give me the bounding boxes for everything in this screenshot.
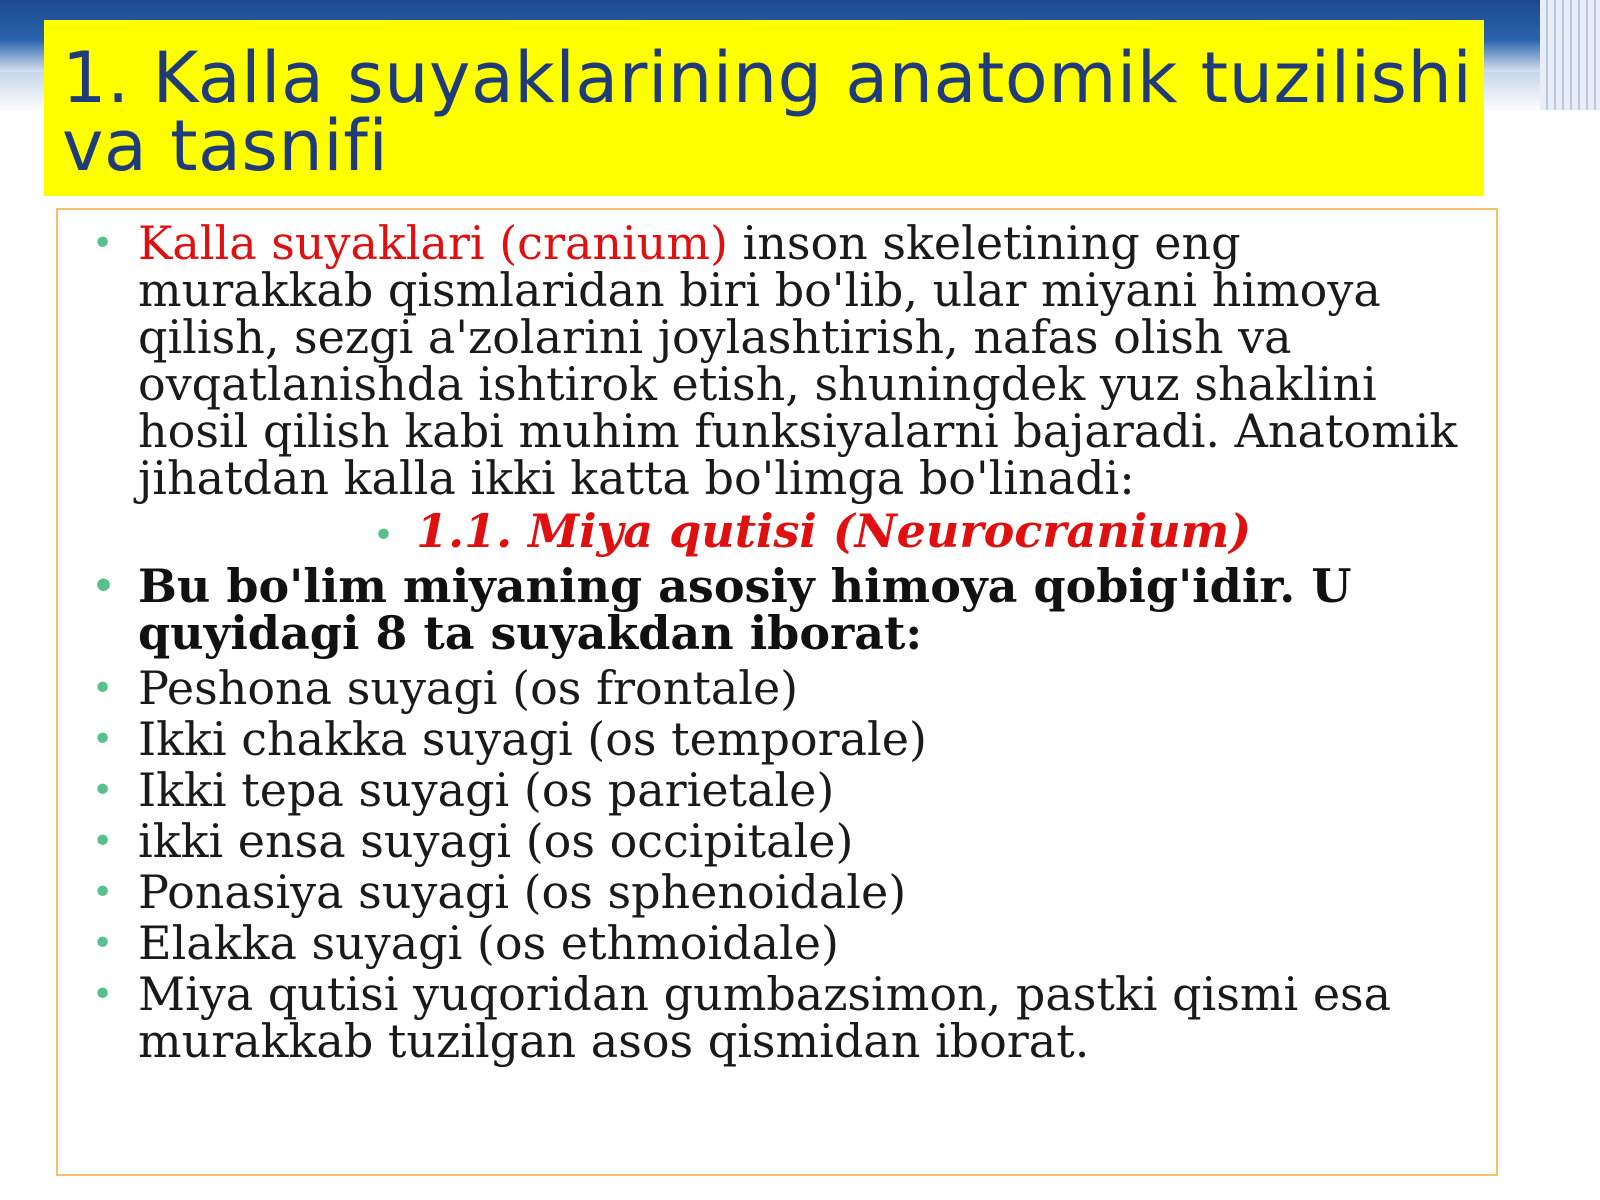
bullet-icon: • bbox=[372, 515, 395, 556]
bullet-icon: • bbox=[92, 668, 114, 709]
bullet-icon: • bbox=[92, 923, 114, 964]
intro-term: Kalla suyaklari (cranium) bbox=[138, 216, 728, 270]
bullet-icon: • bbox=[92, 770, 114, 811]
bullet-icon: • bbox=[92, 719, 114, 760]
list-item-bold-statement bbox=[58, 559, 1496, 660]
bone-label: Ponasiya suyagi (os sphenoidale) bbox=[138, 865, 907, 919]
bone-label: Elakka suyagi (os ethmoidale) bbox=[138, 916, 839, 970]
bone-label: Ikki chakka suyagi (os temporale) bbox=[138, 712, 927, 766]
subheading: 1.1. Miya qutisi (Neurocranium) bbox=[416, 504, 1252, 558]
bullet-icon: • bbox=[92, 821, 114, 862]
list-item-intro bbox=[58, 216, 1496, 505]
title-box bbox=[44, 20, 1484, 196]
bold-statement: Bu bo'lim miyaning asosiy himoya qobig'idir. U quyidagi 8 ta suyakdan iborat: bbox=[138, 559, 1352, 660]
list-item-bone bbox=[58, 663, 1496, 714]
decorative-stripes bbox=[1540, 0, 1600, 110]
bone-label: Peshona suyagi (os frontale) bbox=[138, 661, 799, 715]
bone-label: ikki ensa suyagi (os occipitale) bbox=[138, 814, 854, 868]
content-box bbox=[56, 208, 1498, 1176]
list-item-bone bbox=[58, 816, 1496, 867]
bullet-icon: • bbox=[92, 974, 114, 1015]
closing-text: Miya qutisi yuqoridan gumbazsimon, pastki qismi esa murakkab tuzilgan asos qismidan iborat. bbox=[138, 967, 1392, 1068]
list-item-bone bbox=[58, 918, 1496, 969]
list-item-bone bbox=[58, 765, 1496, 816]
bone-label: Ikki tepa suyagi (os parietale) bbox=[138, 763, 835, 817]
bullet-icon: • bbox=[92, 223, 114, 264]
bullet-list bbox=[58, 210, 1496, 1068]
intro-text: inson skeletining eng murakkab qismlaridan biri bo'lib, ular miyani himoya qilish, sezgi a'zolarini joylashtirish, nafas olish va ovqatlanishda ishtirok etish, shuningdek yuz shaklini hosil qilish kabi muhim funksiyalarni bajaradi. Anatomik jihatdan kalla ikki katta bo'limga bo'linadi: bbox=[138, 216, 1458, 505]
list-item-bone bbox=[58, 714, 1496, 765]
list-item-subheading bbox=[128, 506, 1496, 561]
list-item-closing bbox=[58, 967, 1496, 1068]
bullet-icon: • bbox=[92, 872, 114, 913]
slide-title: 1. Kalla suyaklarining anatomik tuzilishi va tasnifi bbox=[62, 37, 1473, 187]
bullet-icon: • bbox=[92, 566, 116, 607]
list-item-bone bbox=[58, 867, 1496, 918]
